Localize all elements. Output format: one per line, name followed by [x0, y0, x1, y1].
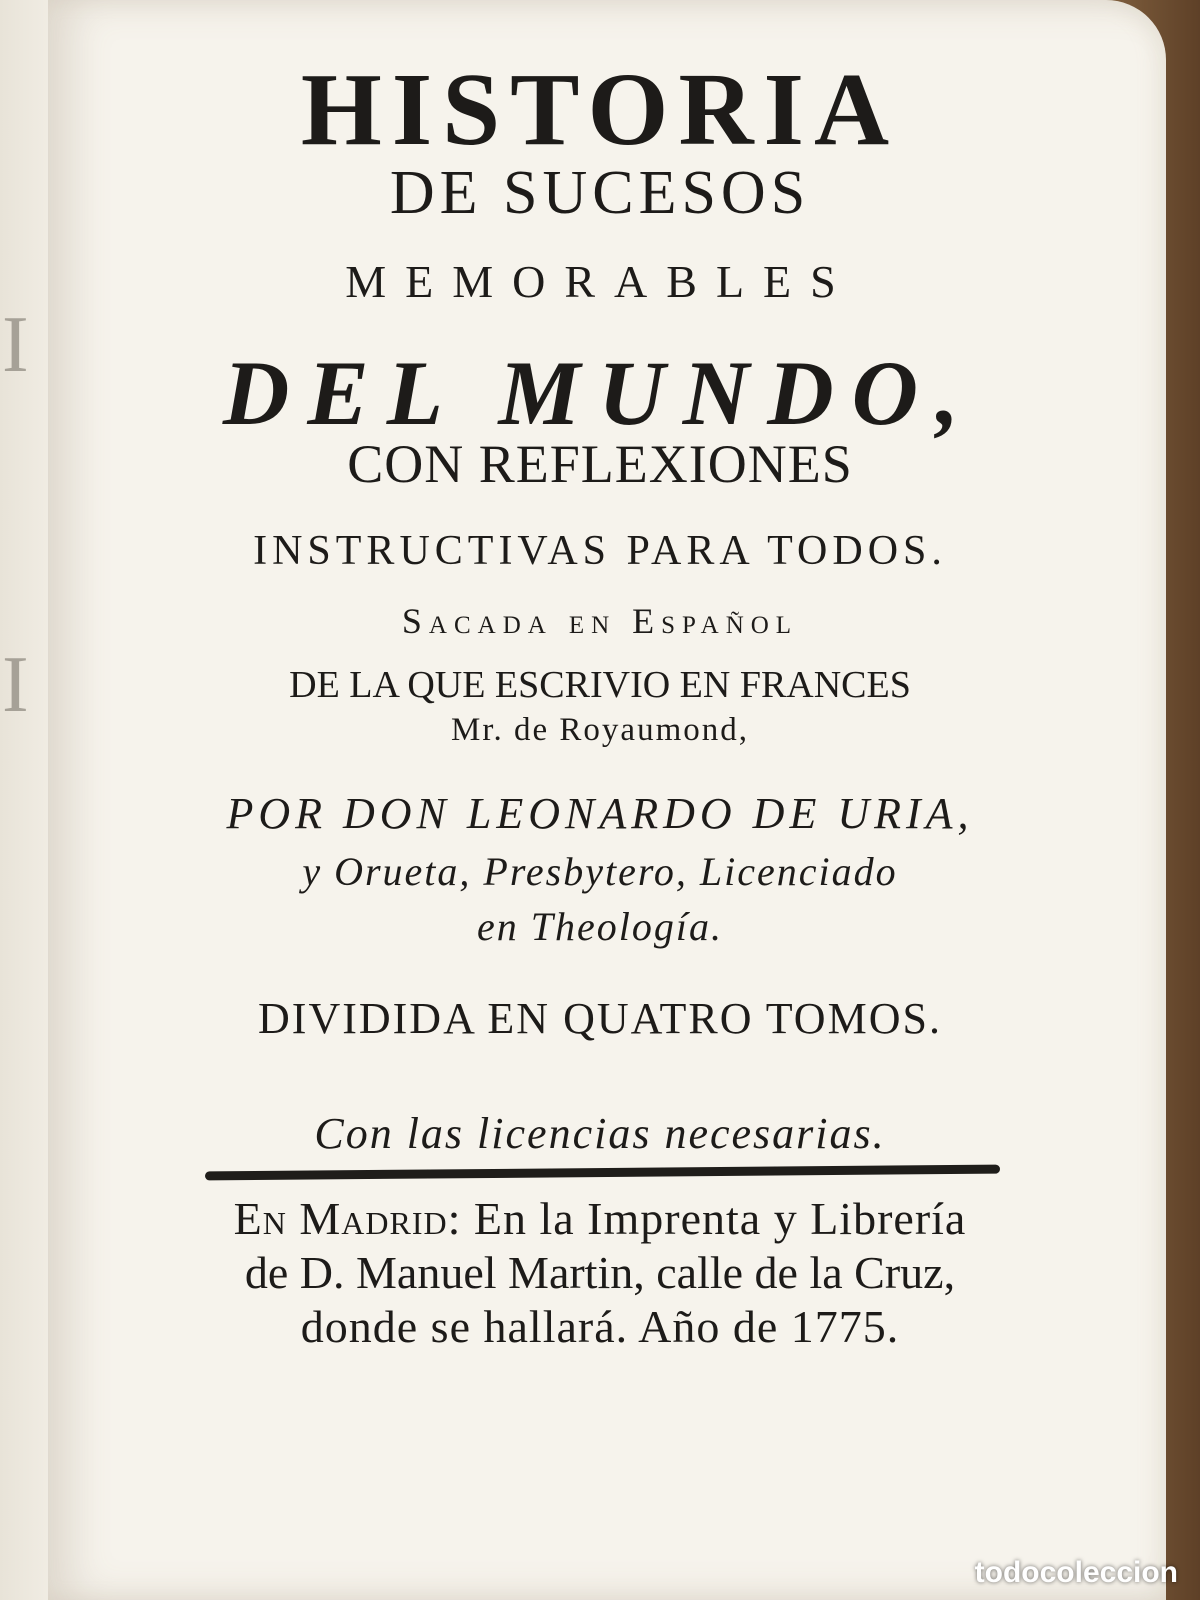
imprint-line-1-text: : En la Imprenta y Librería	[447, 1193, 967, 1244]
licences-note: Con las licencias necesarias.	[314, 1109, 886, 1158]
source-note: DE LA QUE ESCRIVIO EN FRANCES	[289, 664, 911, 706]
translator-line-2: y Orueta, Presbytero, Licenciado	[302, 849, 898, 894]
volumes-note: DIVIDIDA EN QUATRO TOMOS.	[258, 994, 942, 1043]
imprint-line-1	[0, 1192, 1200, 1245]
original-author: Mr. de Royaumond,	[451, 712, 749, 748]
translator-line-1: POR DON LEONARDO DE URIA,	[226, 789, 974, 838]
subtitle-con-reflexiones: CON REFLEXIONES	[347, 434, 853, 494]
translation-note: Sacada en Español	[401, 601, 799, 641]
imprint-line-3: donde se hallará. Año de 1775.	[300, 1301, 900, 1352]
bleed-through-mark: I	[2, 301, 29, 389]
title-historia: HISTORIA	[300, 52, 900, 167]
title-del-mundo: DEL MUNDO,	[222, 342, 978, 444]
watermark-logo: todocoleccion	[974, 1556, 1178, 1589]
translator-line-3: en Theología.	[477, 904, 723, 949]
title-memorables: MEMORABLES	[345, 256, 855, 307]
subtitle-instructivas: INSTRUCTIVAS PARA TODOS.	[253, 528, 947, 574]
imprint-place: En Madrid	[233, 1193, 448, 1244]
imprint-line-2: de D. Manuel Martin, calle de la Cruz,	[244, 1247, 956, 1298]
title-de-sucesos: DE SUCESOS	[389, 159, 811, 227]
bleed-through-mark: I	[2, 641, 29, 729]
